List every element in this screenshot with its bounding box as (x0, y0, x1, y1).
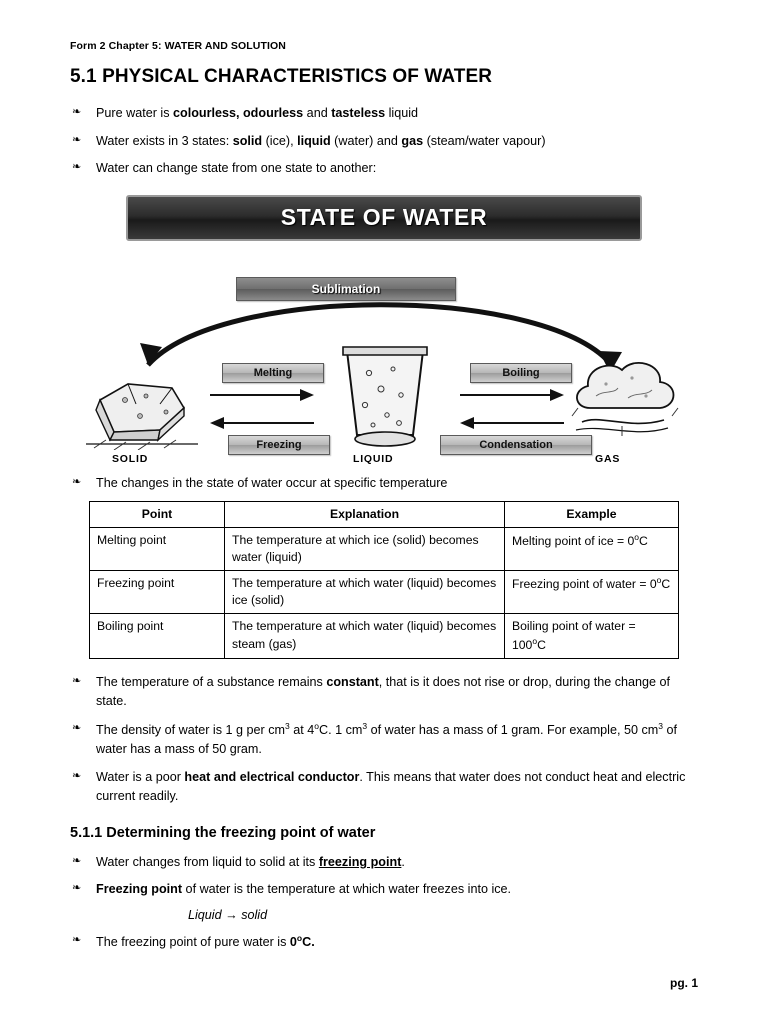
state-label-solid: SOLID (112, 452, 149, 465)
document-header: Form 2 Chapter 5: WATER AND SOLUTION (70, 40, 286, 52)
intro-bullet-list (70, 104, 698, 179)
table-header-point: Point (90, 502, 225, 528)
table-intro-list (70, 474, 698, 494)
state-change-table (89, 501, 679, 659)
state-of-water-banner: STATE OF WATER (126, 195, 642, 241)
property-bullet: ❧ The density of water is 1 g per $cm^3$ at 4$^o$C. 1 $cm^3$ of water has a mass of 1 gram. For example, 50 $cm^3$ of water has a mass of 50 gram. (70, 720, 698, 760)
table-intro-bullet: ❧ The changes in the state of water occur at specific temperature (70, 474, 698, 494)
condensation-label: Condensation (440, 435, 592, 455)
table-header-example: Example (505, 502, 679, 528)
table-row (90, 528, 679, 571)
freezing-bullet: ❧ Water changes from liquid to solid at its freezing point. (70, 853, 698, 873)
table-row (90, 571, 679, 614)
page-title: 5.1 PHYSICAL CHARACTERISTICS OF WATER (70, 66, 493, 87)
final-bullet-list (70, 932, 698, 953)
table-header-row (90, 502, 679, 528)
melting-label: Melting (222, 363, 324, 383)
table-cell-point: Freezing point (90, 571, 225, 614)
property-bullet: ❧ Water is a poor heat and electrical conductor. This means that water does not conduct heat and electric current readily. (70, 768, 698, 807)
property-bullet: ❧ The temperature of a substance remains constant, that is it does not rise or drop, during the change of state. (70, 673, 698, 712)
sublimation-label: Sublimation (236, 277, 456, 301)
boiling-label: Boiling (470, 363, 572, 383)
table-row (90, 614, 679, 658)
table-header-explanation: Explanation (225, 502, 505, 528)
subsection-title: 5.1.1 Determining the freezing point of water (70, 824, 376, 841)
table-cell-point: Melting point (90, 528, 225, 571)
banner-container (70, 195, 698, 241)
property-bullet-list (70, 673, 698, 807)
table-cell-example: Boiling point of water = $100^oC$ (505, 614, 679, 658)
page-number: pg. 1 (669, 976, 698, 990)
freezing-bullet-list (70, 853, 698, 900)
state-label-gas: GAS (595, 452, 621, 465)
state-change-equation: Liquid → solid (188, 907, 268, 922)
intro-bullet: ❧ Water can change state from one state to another: (70, 159, 698, 179)
freezing-bullet: ❧ Freezing point of water is the temperature at which water freezes into ice. (70, 880, 698, 900)
table-cell-point: Boiling point (90, 614, 225, 658)
table-cell-example: Freezing point of water = $0^oC$ (505, 571, 679, 614)
state-label-liquid: LIQUID (353, 452, 394, 465)
table-cell-explanation: The temperature at which ice (solid) becomes water (liquid) (225, 528, 505, 571)
freezing-label: Freezing (228, 435, 330, 455)
table-cell-explanation: The temperature at which water (liquid) becomes steam (gas) (225, 614, 505, 658)
final-bullet: ❧ The freezing point of pure water is 0$^o$C. (70, 932, 698, 953)
process-arrows (70, 255, 698, 470)
intro-bullet: ❧ Pure water is colourless, odourless and tasteless liquid (70, 104, 698, 124)
table-cell-example: Melting point of ice = $0^oC$ (505, 528, 679, 571)
table-cell-explanation: The temperature at which water (liquid) becomes ice (solid) (225, 571, 505, 614)
water-state-diagram (70, 255, 698, 470)
table-body (90, 528, 679, 659)
intro-bullet: ❧ Water exists in 3 states: solid (ice), liquid (water) and gas (steam/water vapour) (70, 132, 698, 152)
